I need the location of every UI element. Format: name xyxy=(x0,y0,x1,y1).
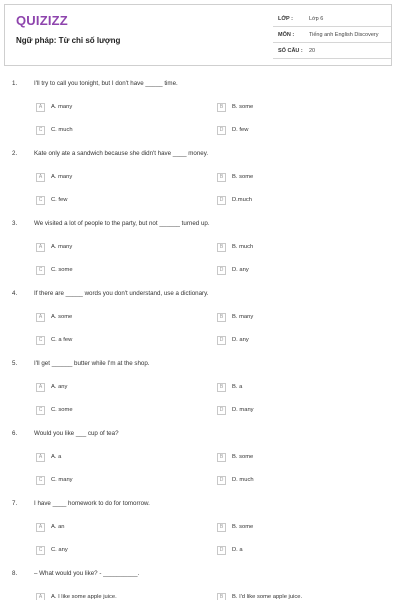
worksheet-title: Ngữ pháp: Từ chỉ số lượng xyxy=(16,36,121,45)
meta-value: Lớp 6 xyxy=(309,15,324,22)
option-letter-box: C xyxy=(36,546,45,555)
option-letter-box: B xyxy=(217,103,226,112)
answer-option[interactable] xyxy=(217,405,254,415)
option-text: B. a xyxy=(232,384,243,390)
option-letter-box: C xyxy=(36,196,45,205)
option-text: C. a few xyxy=(51,337,73,343)
answer-option[interactable] xyxy=(36,452,61,462)
question-text: I'll try to call you tonight, but I don't have _____ time. xyxy=(34,80,178,87)
option-text: B. some xyxy=(232,524,254,530)
option-text: A. I like some apple juice. xyxy=(51,594,117,600)
meta-label: LỚP : xyxy=(278,15,293,22)
meta-row-count xyxy=(273,43,391,59)
answer-option[interactable] xyxy=(36,102,72,112)
answer-option[interactable] xyxy=(36,312,72,322)
answer-option[interactable] xyxy=(217,172,253,182)
option-letter-box: B xyxy=(217,453,226,462)
option-text: D.much xyxy=(232,197,252,203)
worksheet-meta xyxy=(273,11,391,59)
answer-option[interactable] xyxy=(217,195,252,205)
worksheet-header xyxy=(4,4,392,66)
answer-option[interactable] xyxy=(36,265,73,275)
option-letter-box: A xyxy=(36,243,45,252)
answer-option[interactable] xyxy=(36,195,67,205)
option-text: C. some xyxy=(51,267,73,273)
option-text: A. an xyxy=(51,524,65,530)
answer-option[interactable] xyxy=(36,382,67,392)
meta-row-subject xyxy=(273,27,391,43)
option-text: D. any xyxy=(232,337,249,343)
meta-label: MÔN : xyxy=(278,31,295,38)
option-letter-box: B xyxy=(217,313,226,322)
option-text: A. any xyxy=(51,384,68,390)
meta-value: 20 xyxy=(309,47,316,54)
option-text: A. a xyxy=(51,454,62,460)
question-text: I have ____ homework to do for tomorrow. xyxy=(34,500,150,507)
answer-option[interactable] xyxy=(36,335,72,345)
answer-option[interactable] xyxy=(36,242,72,252)
option-text: D. much xyxy=(232,477,254,483)
question-text: Kate only ate a sandwich because she didn't have ____ money. xyxy=(34,150,209,157)
option-letter-box: B xyxy=(217,383,226,392)
question-number: 7. xyxy=(12,500,18,507)
question-text: If there are _____ words you don't understand, use a dictionary. xyxy=(34,290,209,297)
meta-label: SỐ CÂU : xyxy=(278,47,303,54)
option-letter-box: C xyxy=(36,266,45,275)
option-letter-box: D xyxy=(217,196,226,205)
option-text: D. few xyxy=(232,127,249,133)
option-text: B. some xyxy=(232,174,254,180)
answer-option[interactable] xyxy=(217,242,253,252)
option-letter-box: C xyxy=(36,336,45,345)
option-text: A. many xyxy=(51,174,73,180)
option-text: B. I'd like some apple juice. xyxy=(232,594,303,600)
option-text: C. few xyxy=(51,197,68,203)
option-text: A. some xyxy=(51,314,73,320)
question-number: 6. xyxy=(12,430,18,437)
answer-option[interactable] xyxy=(217,102,253,112)
option-letter-box: B xyxy=(217,593,226,600)
option-letter-box: A xyxy=(36,593,45,600)
option-text: C. any xyxy=(51,547,68,553)
option-text: A. many xyxy=(51,244,73,250)
option-letter-box: C xyxy=(36,476,45,485)
option-letter-box: A xyxy=(36,383,45,392)
answer-option[interactable] xyxy=(217,475,254,485)
option-letter-box: D xyxy=(217,406,226,415)
answer-option[interactable] xyxy=(217,335,249,345)
option-letter-box: C xyxy=(36,126,45,135)
option-text: D. a xyxy=(232,547,243,553)
option-letter-box: A xyxy=(36,103,45,112)
question-number: 4. xyxy=(12,290,18,297)
answer-option[interactable] xyxy=(36,592,117,600)
option-letter-box: D xyxy=(217,266,226,275)
option-text: B. much xyxy=(232,244,254,250)
option-letter-box: D xyxy=(217,126,226,135)
quizizz-logo: QUIZIZZ xyxy=(16,13,68,28)
answer-option[interactable] xyxy=(217,545,243,555)
option-letter-box: B xyxy=(217,173,226,182)
option-letter-box: A xyxy=(36,453,45,462)
option-text: C. some xyxy=(51,407,73,413)
answer-option[interactable] xyxy=(36,125,73,135)
question-number: 5. xyxy=(12,360,18,367)
option-letter-box: A xyxy=(36,173,45,182)
question-number: 3. xyxy=(12,220,18,227)
meta-row-class xyxy=(273,11,391,27)
question-text: We visited a lot of people to the party, but not ______ turned up. xyxy=(34,220,210,227)
option-text: B. some xyxy=(232,454,254,460)
question-text: Would you like ___ cup of tea? xyxy=(34,430,119,437)
answer-option[interactable] xyxy=(36,545,68,555)
option-text: D. any xyxy=(232,267,249,273)
answer-option[interactable] xyxy=(217,452,253,462)
option-text: C. many xyxy=(51,477,73,483)
answer-option[interactable] xyxy=(217,592,302,600)
question-text: I'll get ______ butter while I'm at the shop. xyxy=(34,360,150,367)
answer-option[interactable] xyxy=(36,522,65,532)
option-letter-box: A xyxy=(36,313,45,322)
option-text: A. many xyxy=(51,104,73,110)
answer-option[interactable] xyxy=(217,125,248,135)
option-letter-box: A xyxy=(36,523,45,532)
question-number: 8. xyxy=(12,570,18,577)
option-letter-box: C xyxy=(36,406,45,415)
option-letter-box: B xyxy=(217,243,226,252)
option-text: C. much xyxy=(51,127,73,133)
answer-option[interactable] xyxy=(217,522,253,532)
meta-value: Tiếng anh English Discovery xyxy=(309,31,379,38)
option-letter-box: D xyxy=(217,546,226,555)
answer-option[interactable] xyxy=(217,382,242,392)
option-text: B. many xyxy=(232,314,254,320)
option-letter-box: B xyxy=(217,523,226,532)
option-letter-box: D xyxy=(217,336,226,345)
answer-option[interactable] xyxy=(36,405,73,415)
answer-option[interactable] xyxy=(217,265,249,275)
answer-option[interactable] xyxy=(36,475,73,485)
option-text: B. some xyxy=(232,104,254,110)
answer-option[interactable] xyxy=(217,312,253,322)
question-text: – What would you like? - __________. xyxy=(34,570,140,577)
option-letter-box: D xyxy=(217,476,226,485)
answer-option[interactable] xyxy=(36,172,72,182)
option-text: D. many xyxy=(232,407,254,413)
question-number: 2. xyxy=(12,150,18,157)
question-number: 1. xyxy=(12,80,18,87)
